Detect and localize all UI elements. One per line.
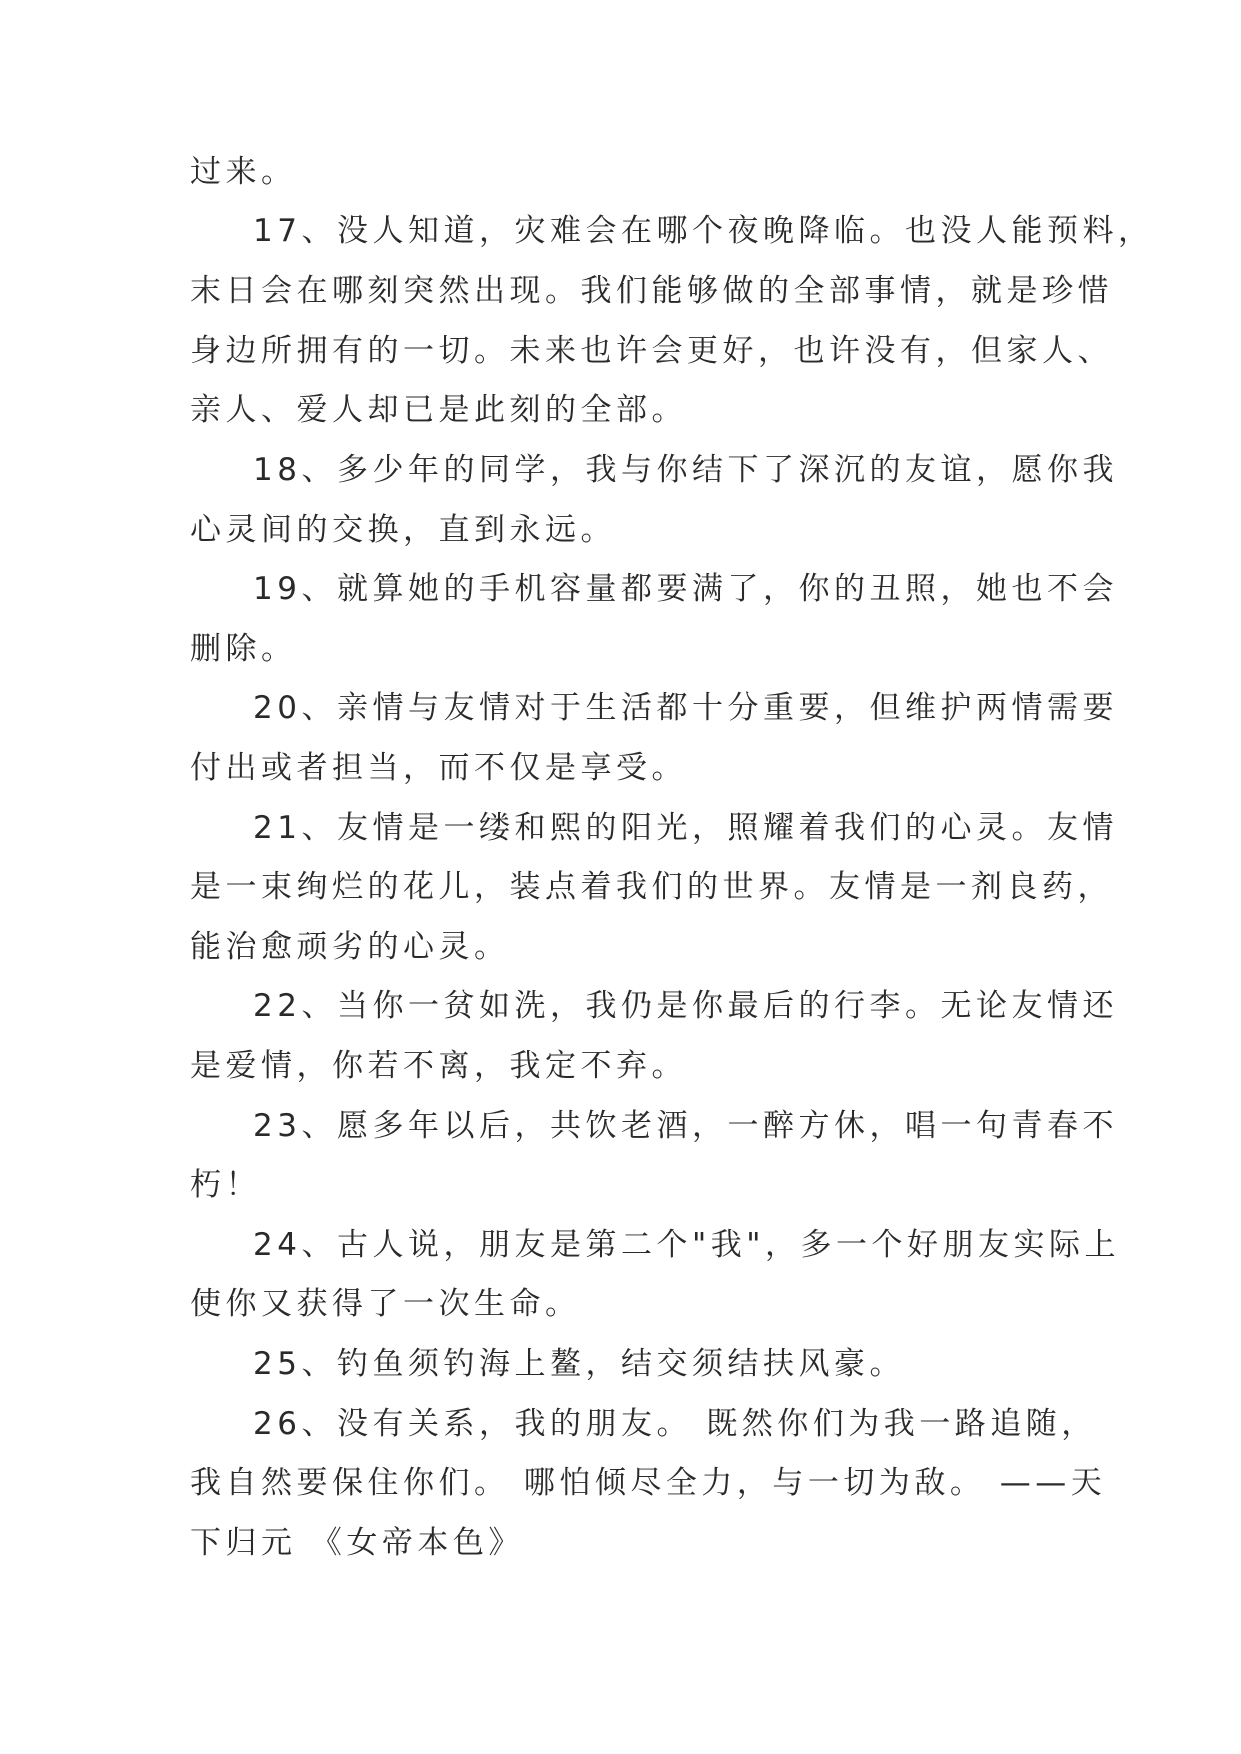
text-line: 亲人、爱人却已是此刻的全部。	[190, 392, 687, 428]
text-line: 下归元 《女帝本色》	[190, 1525, 524, 1561]
item-26-line-1: 26、没有关系，我的朋友。 既然你们为我一路追随，	[253, 1406, 1097, 1442]
item-22-line-1: 22、当你一贫如洗，我仍是你最后的行李。无论友情还	[253, 988, 1118, 1024]
text-line: 是一束绚烂的花儿，装点着我们的世界。友情是一剂良药，	[190, 869, 1113, 905]
text-line: 心灵间的交换，直到永远。	[190, 512, 616, 548]
text-line: 是爱情，你若不离，我定不弃。	[190, 1048, 687, 1084]
text-line: 能治愈顽劣的心灵。	[190, 929, 510, 965]
text-line: 使你又获得了一次生命。	[190, 1286, 581, 1322]
item-19-line-1: 19、就算她的手机容量都要满了，你的丑照，她也不会	[253, 571, 1118, 607]
text-line: 我自然要保住你们。 哪怕倾尽全力，与一切为敌。 ——天	[190, 1465, 1107, 1501]
item-20-line-1: 20、亲情与友情对于生活都十分重要，但维护两情需要	[253, 690, 1118, 726]
item-18-line-1: 18、多少年的同学，我与你结下了深沉的友谊，愿你我	[253, 452, 1118, 488]
text-line: 过来。	[190, 154, 297, 190]
item-23-line-1: 23、愿多年以后，共饮老酒，一醉方休，唱一句青春不	[253, 1108, 1118, 1144]
item-24-line-1: 24、古人说，朋友是第二个"我"，多一个好朋友实际上	[253, 1227, 1120, 1263]
text-line: 身边所拥有的一切。未来也许会更好，也许没有，但家人、	[190, 333, 1113, 369]
text-line: 付出或者担当，而不仅是享受。	[190, 750, 687, 786]
item-25-line-1: 25、钓鱼须钓海上鳌，结交须结扶风豪。	[253, 1346, 905, 1382]
text-line: 末日会在哪刻突然出现。我们能够做的全部事情，就是珍惜	[190, 273, 1113, 309]
item-21-line-1: 21、友情是一缕和熙的阳光，照耀着我们的心灵。友情	[253, 810, 1118, 846]
item-17-line-1: 17、没人知道，灾难会在哪个夜晚降临。也没人能预料，	[253, 213, 1154, 249]
text-line: 朽！	[190, 1167, 261, 1203]
text-line: 删除。	[190, 631, 297, 667]
